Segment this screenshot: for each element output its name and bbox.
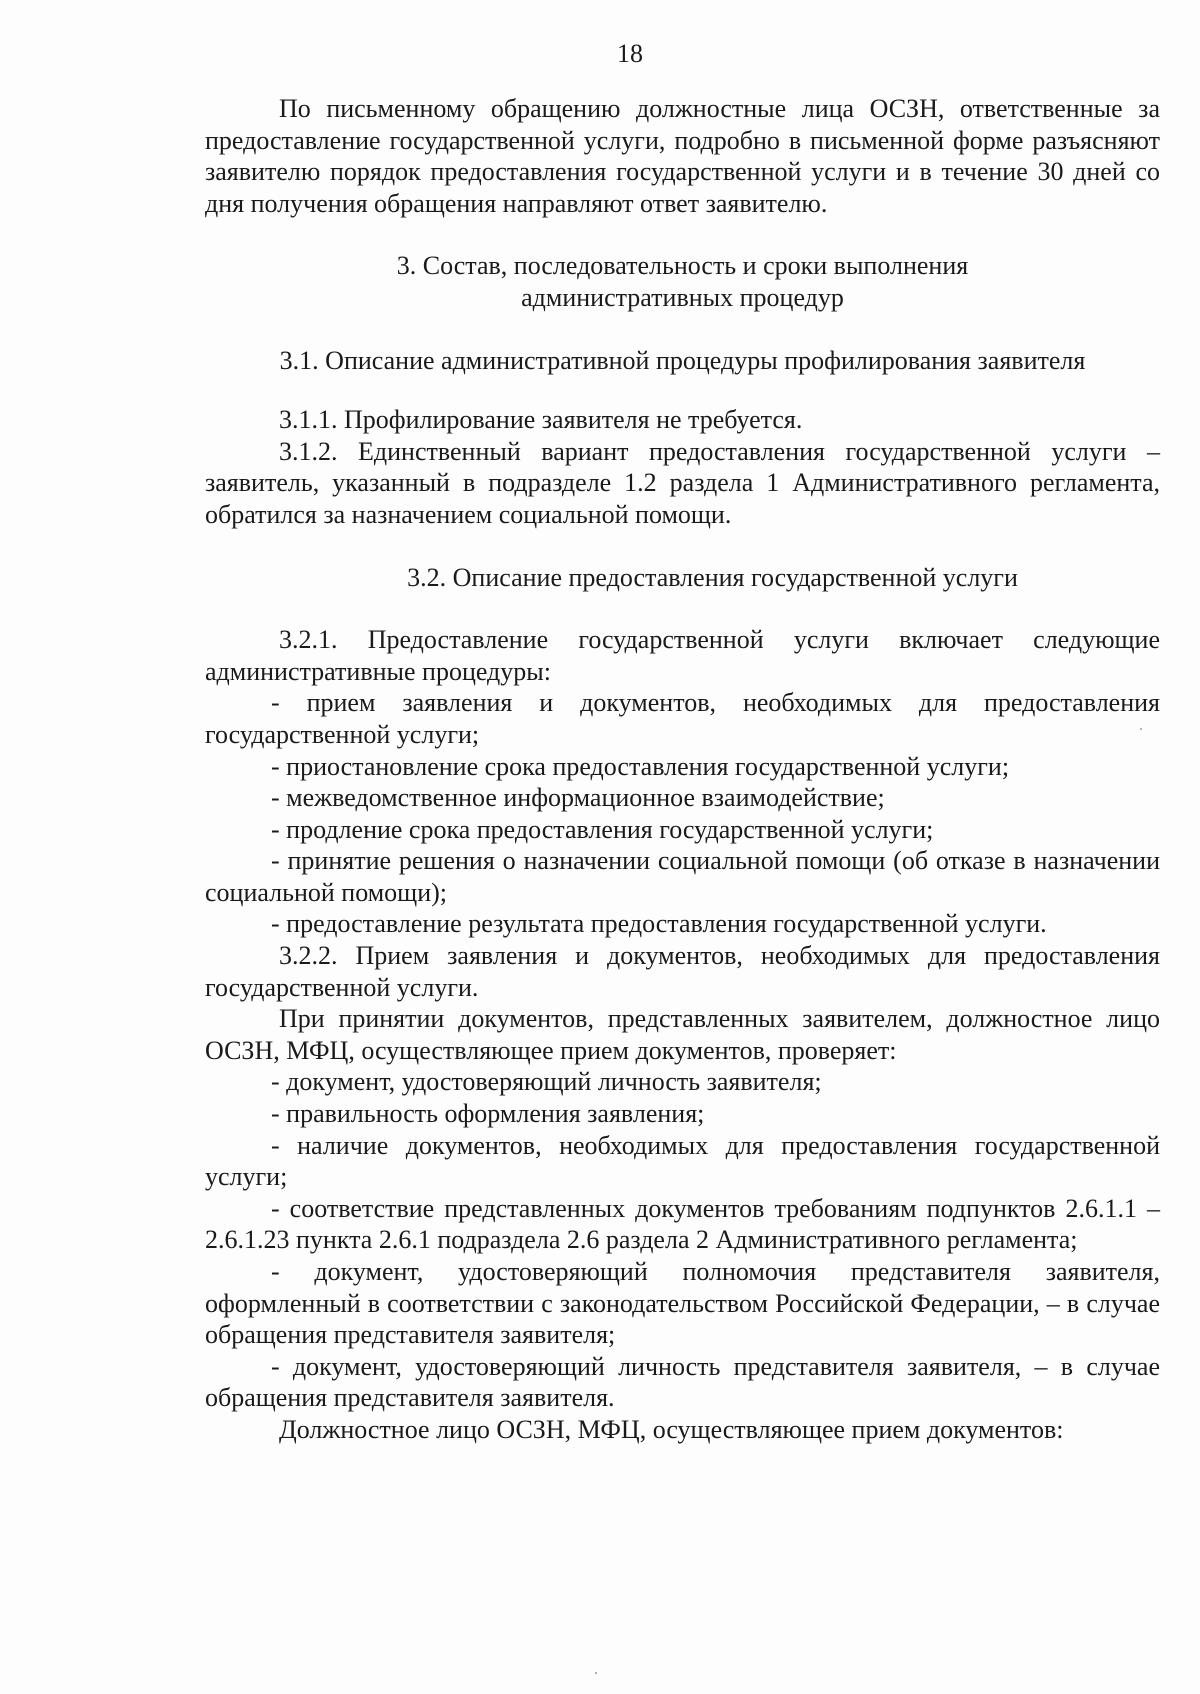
list-item: - документ, удостоверяющий личность заявителя; (271, 1067, 822, 1097)
procedures-list (205, 687, 1160, 940)
list-item: - документ, удостоверяющий личность представителя заявителя, – в случае обращения представителя заявителя. (205, 1351, 1160, 1413)
section-3-title-line2: административных процедур (521, 282, 844, 312)
list-item: - приостановление срока предоставления государственной услуги; (271, 751, 1010, 781)
scan-speck (1140, 728, 1142, 730)
section-3-title-line1: 3. Состав, последовательность и сроки выполнения (396, 251, 969, 281)
list-item: - принятие решения о назначении социальной помощи (об отказе в назначении социальной помощи); (205, 846, 1160, 907)
paragraph-3-2-2: 3.2.2. Прием заявления и документов, необходимых для предоставления государственной услуги. (205, 941, 1160, 1002)
list-item: - межведомственное информационное взаимодействие; (271, 783, 885, 813)
paragraph-3-1-1: 3.1.1. Профилирование заявителя не требуется. (279, 405, 803, 435)
paragraph-3-1-2: 3.1.2. Единственный вариант предоставления государственной услуги – заявитель, указанный в подразделе 1.2 раздела 1 Административного регламента, обратился за назначением социальной помощи. (205, 436, 1160, 529)
paragraph-official-actions: Должностное лицо ОСЗН, МФЦ, осуществляющее прием документов: (279, 1414, 1064, 1444)
list-item: - продление срока предоставления государственной услуги; (271, 814, 934, 844)
list-item: - документ, удостоверяющий полномочия представителя заявителя, оформленный в соответствии с законодательством Российской Федерации, – в случае обращения представителя заявителя; (205, 1257, 1160, 1350)
list-item: - наличие документов, необходимых для предоставления государственной услуги; (205, 1130, 1160, 1192)
list-item: - правильность оформления заявления; (271, 1099, 705, 1129)
subsection-3-2-title: 3.2. Описание предоставления государственной услуги (407, 562, 1018, 592)
intro-paragraph: По письменному обращению должностные лица ОСЗН, ответственные за предоставление государственной услуги, подробно в письменной форме разъясняют заявителю порядок предоставления государственной услуги и в течение 30 дней со дня получения обращения направляют ответ заявителю. (205, 94, 1160, 218)
list-item: - соответствие представленных документов требованиям подпунктов 2.6.1.1 – 2.6.1.23 пункта 2.6.1 подраздела 2.6 раздела 2 Административного регламента; (205, 1193, 1160, 1255)
document-body (205, 93, 1160, 1446)
paragraph-document-check-intro: При принятии документов, представленных заявителем, должностное лицо ОСЗН, МФЦ, осуществляющее прием документов, проверяет: (205, 1004, 1160, 1065)
scan-speck (595, 1672, 597, 1674)
subsection-3-1-title: 3.1. Описание административной процедуры профилирования заявителя (279, 345, 1086, 375)
section-3-heading (205, 250, 1160, 313)
page-number: 18 (617, 39, 643, 68)
paragraph-3-2-1: 3.2.1. Предоставление государственной услуги включает следующие административные процедуры: (205, 625, 1160, 686)
list-item: - прием заявления и документов, необходимых для предоставления государственной услуги; (205, 688, 1160, 749)
checks-list (205, 1066, 1160, 1414)
list-item: - предоставление результата предоставления государственной услуги. (271, 909, 1047, 939)
